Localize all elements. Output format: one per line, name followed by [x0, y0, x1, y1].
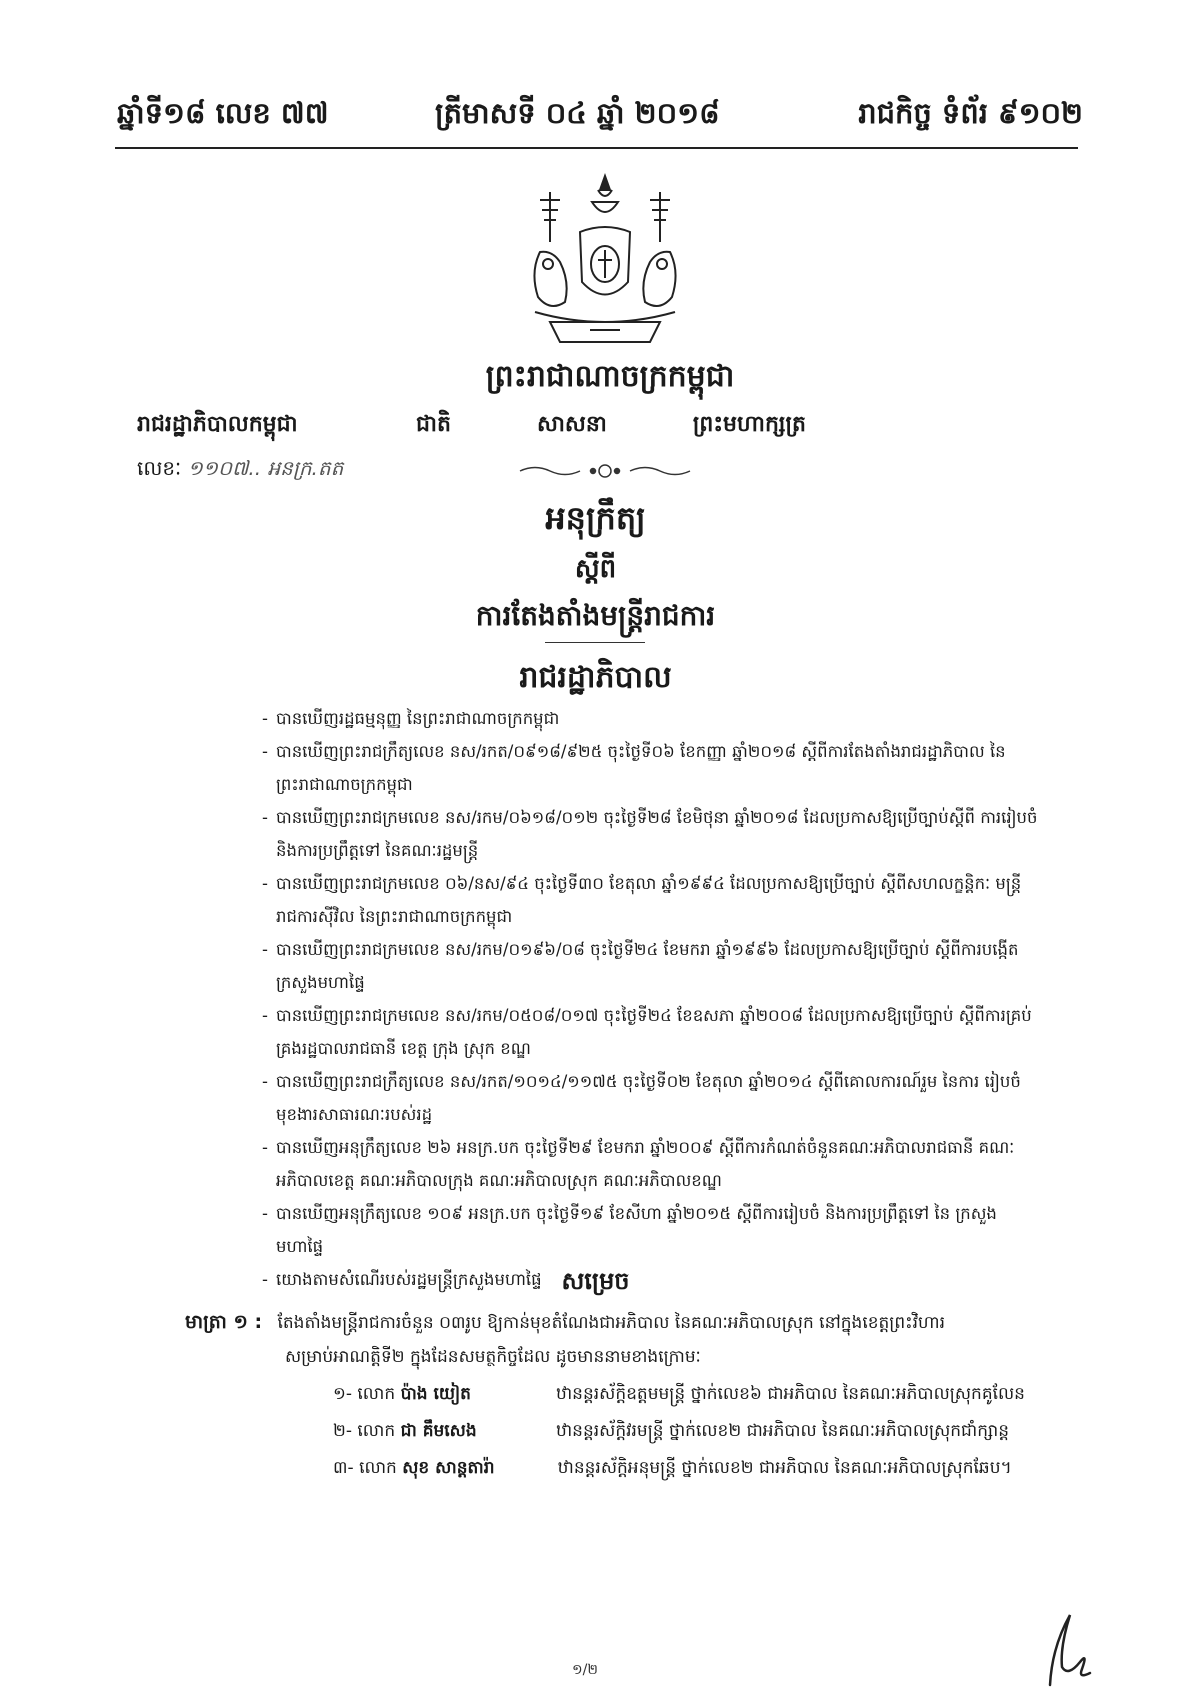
- motto-nation: ជាតិ: [416, 412, 451, 437]
- appointee-detail: ឋានន្តរស័ក្តិវរមន្ត្រី ថ្នាក់លេខ២ ជាអភិបាល នៃគណៈអភិបាលស្រុកជាំក្សាន្ត: [556, 1421, 1010, 1441]
- document-about: ស្តីពី: [574, 554, 617, 584]
- appointee-list: [333, 1376, 1053, 1487]
- article-text-continued: សម្រាប់អាណត្តិទី២ ក្នុងដែនសមត្ថកិច្ចដែល ដូចមាននាមខាងក្រោមៈ: [285, 1347, 701, 1367]
- appointee-prefix: ២- លោក: [333, 1421, 396, 1441]
- header-issue: ឆ្នាំទី១៨ លេខ ៧៧: [117, 96, 329, 130]
- handwritten-signature-icon: [1040, 1607, 1100, 1687]
- appointee-name: ជា គឹមសេង: [400, 1421, 477, 1441]
- list-item: - បានឃើញអនុក្រឹត្យលេខ ២៦ អនក្រ.បក ចុះថ្ងៃទី២៩ ខែមករា ឆ្នាំ២០០៩ ស្តីពីការកំណត់ចំនួនគណៈអភិបាលរាជធានី គណៈអភិបាលខេត្ត គណៈអភិបាលក្រុង គណៈអភិបាលស្រុក គណៈអភិបាលខណ្ឌ: [262, 1131, 1042, 1197]
- list-item: [333, 1413, 1053, 1450]
- appointee-detail: ឋានន្តរស័ក្តិឧត្តមមន្ត្រី ថ្នាក់លេខ៦ ជាអភិបាល នៃគណៈអភិបាលស្រុកគូលែន: [556, 1384, 1025, 1404]
- ornament-divider-icon: [515, 462, 695, 480]
- kingdom-name: ព្រះរាជាណាចក្រកម្ពុជា: [485, 359, 735, 394]
- motto-king: ព្រះមហាក្សត្រ: [692, 412, 806, 437]
- list-item: - បានឃើញព្រះរាជក្រមលេខ នស/រកម/០១៩៦/០៨ ចុះថ្ងៃទី២៤ ខែមករា ឆ្នាំ១៩៩៦ ដែលប្រកាសឱ្យប្រើច្បាប់ ស្តីពីការបង្កើតក្រសួងមហាផ្ទៃ: [262, 933, 1042, 999]
- list-item: - បានឃើញព្រះរាជក្រមលេខ នស/រកម/០៥០៨/០១៧ ចុះថ្ងៃទី២៤ ខែឧសភា ឆ្នាំ២០០៨ ដែលប្រកាសឱ្យប្រើច្បាប់ ស្តីពីការគ្រប់គ្រងរដ្ឋបាលរាជធានី ខេត្ត ក្រុង ស្រុក ខណ្ឌ: [262, 999, 1042, 1065]
- list-item: [333, 1450, 1053, 1487]
- list-item: - បានឃើញព្រះរាជក្រឹត្យលេខ នស/រកត/០៩១៨/៩២៥ ចុះថ្ងៃទី០៦ ខែកញ្ញា ឆ្នាំ២០១៨ ស្តីពីការតែងតាំងរាជរដ្ឋាភិបាល នៃព្រះរាជាណាចក្រកម្ពុជា: [262, 735, 1042, 801]
- appointee-name: ប៉ាង យៀត: [400, 1384, 471, 1404]
- header-quarter: ត្រីមាសទី ០៤ ឆ្នាំ ២០១៨: [435, 96, 720, 130]
- article-text: តែងតាំងមន្ត្រីរាជការចំនួន ០៣រូប ឱ្យកាន់មុខតំណែងជាអភិបាល នៃគណៈអភិបាលស្រុក នៅក្នុងខេត្តព្រះវិហារ: [277, 1313, 946, 1333]
- reference-number: [137, 455, 343, 485]
- appointee-prefix: ៣- លោក: [333, 1458, 397, 1478]
- motto-religion: សាសនា: [536, 412, 607, 437]
- list-item: - បានឃើញព្រះរាជក្រមលេខ នស/រកម/០៦១៨/០១២ ចុះថ្ងៃទី២៨ ខែមិថុនា ឆ្នាំ២០១៨ ដែលប្រកាសឱ្យប្រើច្បាប់ស្តីពី ការរៀបចំ និងការប្រព្រឹត្តទៅ នៃគណៈរដ្ឋមន្ត្រី: [262, 801, 1042, 867]
- list-item: - យោងតាមសំណើរបស់រដ្ឋមន្ត្រីក្រសួងមហាផ្ទៃ: [262, 1263, 1042, 1296]
- national-motto: [416, 410, 806, 442]
- article-label: មាត្រា ១ :: [185, 1311, 263, 1333]
- list-item: - បានឃើញរដ្ឋធម្មនុញ្ញ នៃព្រះរាជាណាចក្រកម្ពុជា: [262, 702, 1042, 735]
- list-item: - បានឃើញអនុក្រឹត្យលេខ ១០៩ អនក្រ.បក ចុះថ្ងៃទី១៩ ខែសីហា ឆ្នាំ២០១៥ ស្តីពីការរៀបចំ និងការប្រព្រឹត្តទៅ នៃ ក្រសួងមហាផ្ទៃ: [262, 1197, 1042, 1263]
- ministry-name: រាជរដ្ឋាភិបាលកម្ពុជា: [137, 412, 298, 437]
- list-item: [333, 1376, 1053, 1413]
- royal-coat-of-arms-icon: [510, 172, 700, 350]
- document-type: អនុក្រឹត្យ: [545, 499, 646, 537]
- appointee-name: សុខ សាន្តតារ៉ា: [402, 1458, 495, 1478]
- preamble-list: [262, 702, 1042, 1296]
- appointee-detail: ឋានន្តរស័ក្តិអនុមន្ត្រី ថ្នាក់លេខ២ ជាអភិបាល នៃគណៈអភិបាលស្រុកឆែប។: [557, 1458, 1012, 1478]
- list-item: - បានឃើញព្រះរាជក្រឹត្យលេខ នស/រកត/១០១៤/១១៧៥ ចុះថ្ងៃទី០២ ខែតុលា ឆ្នាំ២០១៤ ស្តីពីគោលការណ៍រួម នៃការ រៀបចំមុខងារសាធារណៈរបស់រដ្ឋ: [262, 1065, 1042, 1131]
- list-item: - បានឃើញព្រះរាជក្រមលេខ ០៦/នស/៩៤ ចុះថ្ងៃទី៣០ ខែតុលា ឆ្នាំ១៩៩៤ ដែលប្រកាសឱ្យប្រើច្បាប់ ស្តីពីសហលក្ខន្តិកៈ មន្ត្រីរាជការស៊ីវិល នៃព្រះរាជាណាចក្រកម្ពុជា: [262, 867, 1042, 933]
- decision-heading: សម្រេច: [561, 1267, 630, 1295]
- header-page: រាជកិច្ច ទំព័រ ៩១០២: [858, 96, 1083, 130]
- document-issuer: រាជរដ្ឋាភិបាល: [519, 660, 672, 695]
- page-number: ១/២: [572, 1662, 598, 1678]
- reference-label: លេខៈ: [137, 456, 182, 480]
- appointee-prefix: ១- លោក: [333, 1384, 396, 1404]
- document-subject: ការតែងតាំងមន្ត្រីរាជការ: [475, 599, 716, 632]
- article-1: [185, 1305, 1045, 1374]
- reference-value: ១១០៧.. អនក្រ.តត: [187, 456, 344, 480]
- header-rule: [115, 147, 1078, 149]
- title-separator: [545, 642, 645, 643]
